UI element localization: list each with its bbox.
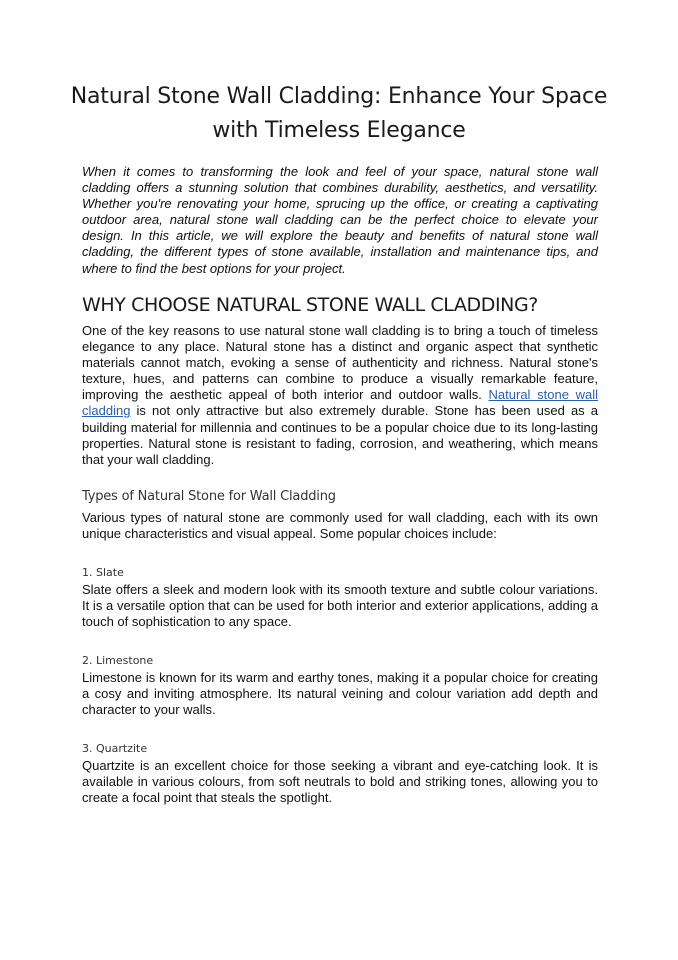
slate-paragraph: Slate offers a sleek and modern look with its smooth texture and subtle colour variations. It is a versatile option that can be used for both interior and exterior applications, adding a touch of sophistication to any space. [82, 582, 598, 630]
quartzite-heading: 3. Quartzite [82, 742, 148, 755]
natural-stone-wall-cladding-link[interactable]: Natural stone wall cladding [82, 387, 599, 419]
types-intro-paragraph: Various types of natural stone are commonly used for wall cladding, each with its own unique characteristics and visual appeal. Some popular choices include: [82, 510, 598, 542]
slate-heading: 1. Slate [82, 566, 124, 579]
quartzite-paragraph: Quartzite is an excellent choice for those seeking a vibrant and eye-catching look. It is available in various colours, from soft neutrals to bold and striking tones, allowing you to create a focal point that steals the spotlight. [82, 758, 598, 806]
page-title: Natural Stone Wall Cladding: Enhance Your Space with Timeless Elegance [70, 84, 608, 143]
limestone-heading: 2. Limestone [82, 654, 154, 667]
why-text-before-link: One of the key reasons to use natural stone wall cladding is to bring a touch of timeless elegance to any place. Natural stone has a distinct and organic aspect that synthetic materials cannot match, evoking a sense of authenticity and richness. Natural stone's texture, hues, and patterns can combine to produce a visually remarkable feature, improving the aesthetic appeal of both interior and outdoor walls. [82, 323, 598, 403]
intro-paragraph: When it comes to transforming the look and feel of your space, natural stone wall cladding offers a stunning solution that combines durability, aesthetics, and versatility. Whether you're renovating your home, sprucing up the office, or creating a captivating outdoor area, natural stone wall cladding can be the perfect choice to elevate your design. In this article, we will explore the beauty and benefits of natural stone wall cladding, the different types of stone available, installation and maintenance tips, and where to find the best options for your project. [82, 164, 598, 276]
limestone-paragraph: Limestone is known for its warm and earthy tones, making it a popular choice for creating a cosy and inviting atmosphere. Its natural veining and colour variation add depth and character to your walls. [82, 670, 598, 718]
why-heading: WHY CHOOSE NATURAL STONE WALL CLADDING? [82, 294, 538, 316]
why-text-after-link: is not only attractive but also extremely durable. Stone has been used as a building material for millennia and continues to be a popular choice due to its long-lasting properties. Natural stone is resistant to fading, corrosion, and weathering, which means that your wall cladding. [82, 403, 598, 467]
types-heading: Types of Natural Stone for Wall Cladding [82, 489, 336, 504]
why-paragraph [82, 323, 598, 468]
